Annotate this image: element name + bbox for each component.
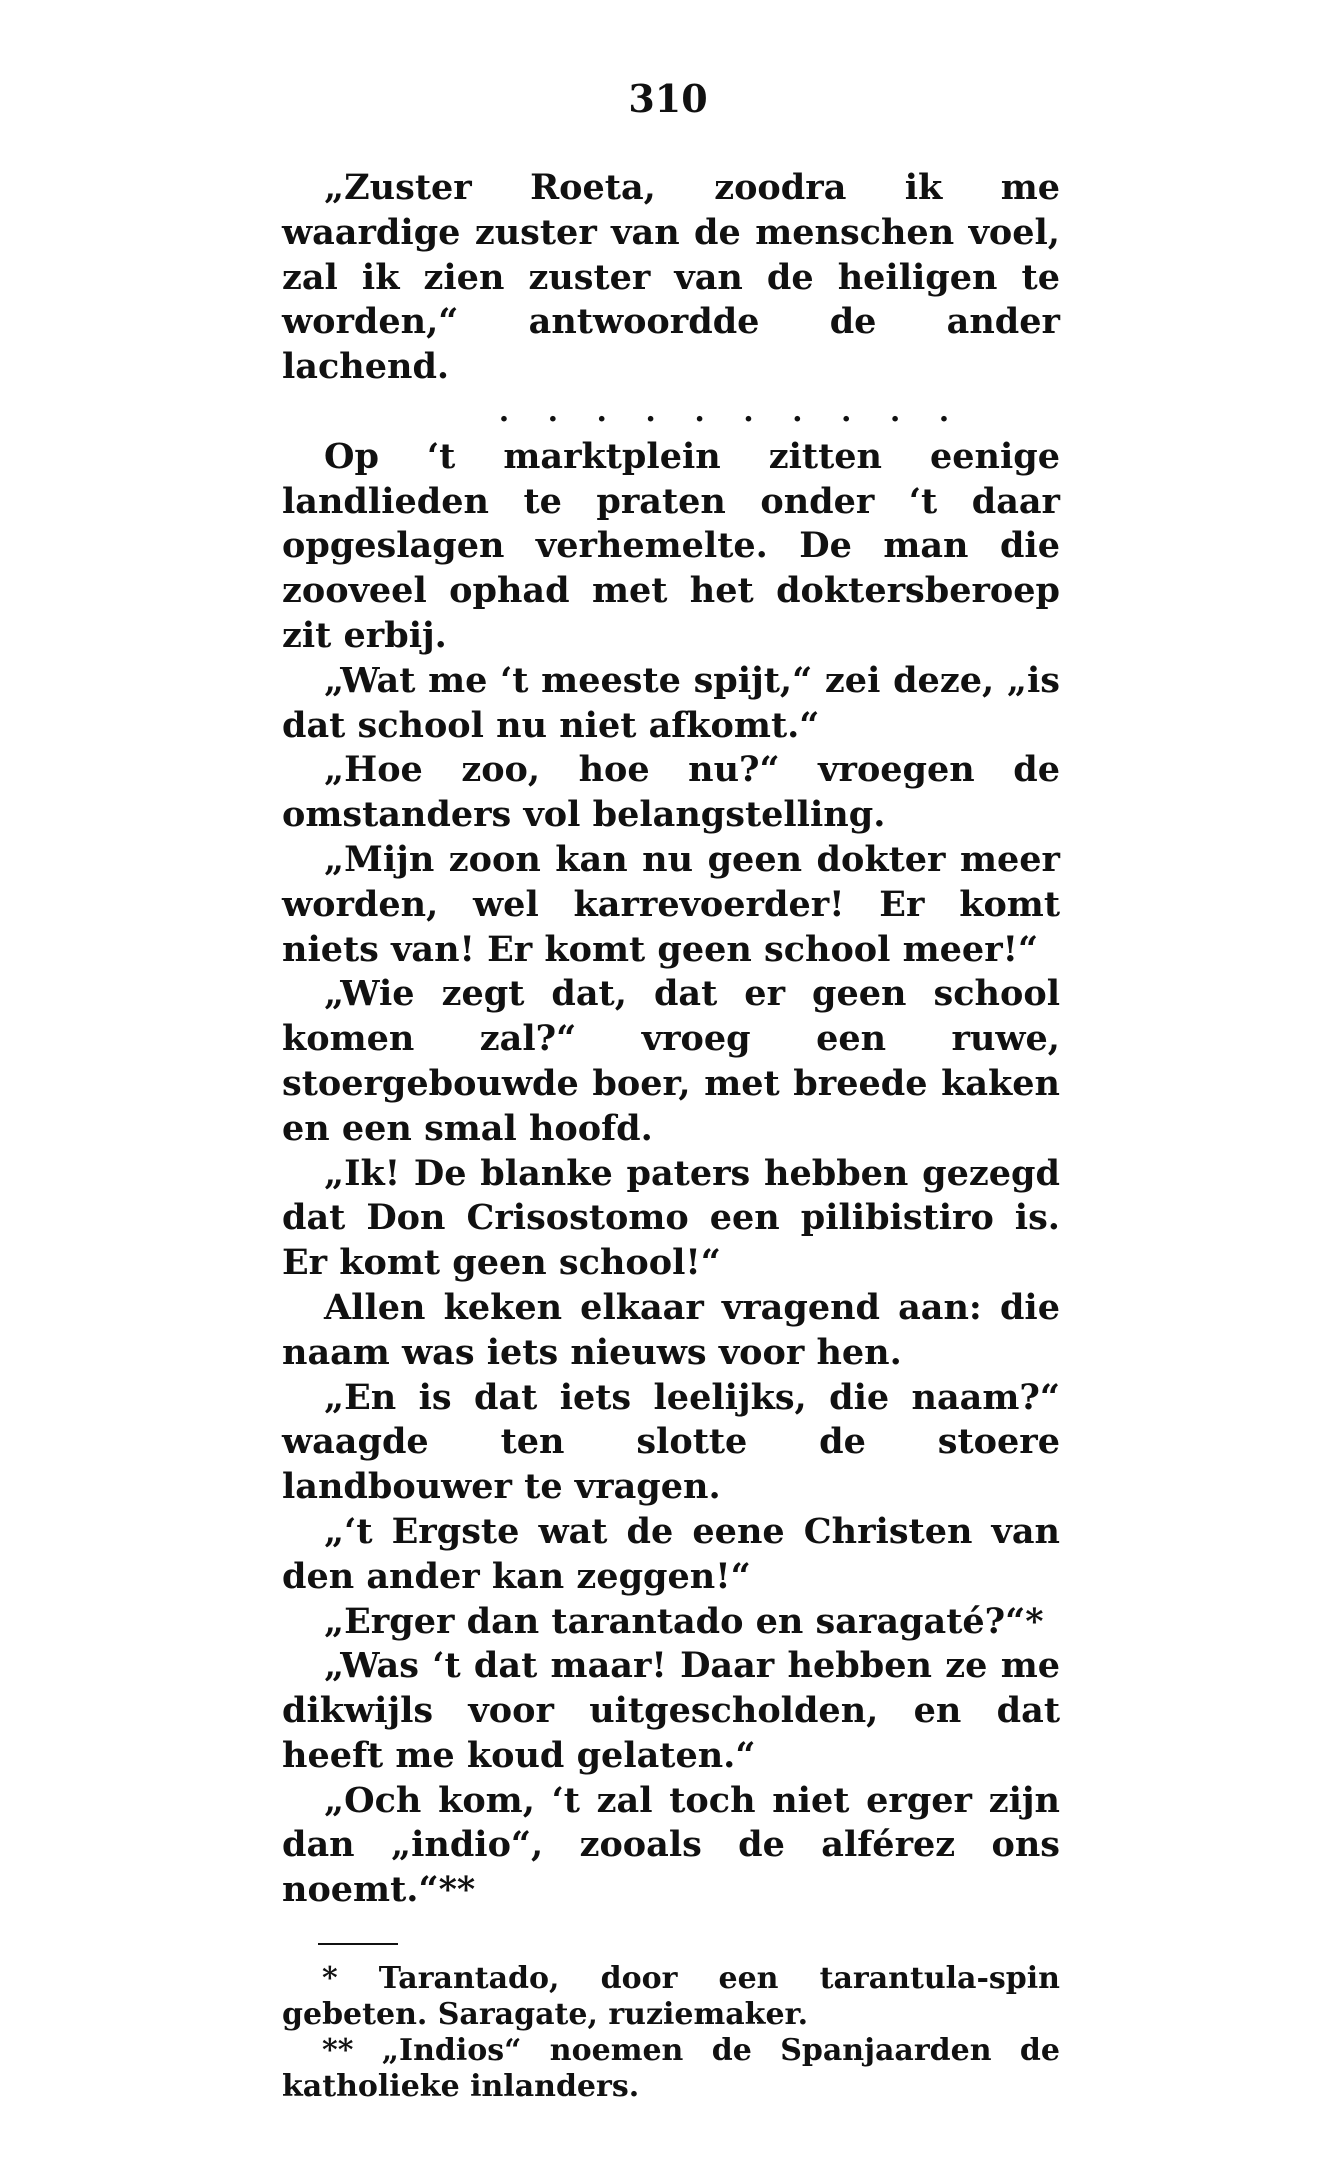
- section-separator: . . . . . . . . . .: [498, 393, 964, 429]
- paragraph-11: „Erger dan tarantado en saragaté?“*: [324, 1600, 1044, 1642]
- footnote-2: ** „Indios“ noemen de Spanjaarden de katholieke inlanders.: [282, 2033, 1060, 2105]
- paragraph-6: „Wie zegt dat, dat er geen school komen zal?“ vroeg een ruwe, stoergebouwde boer, met breede kaken en een smal hoofd.: [282, 973, 1060, 1149]
- paragraph-4: „Hoe zoo, hoe nu?“ vroegen de omstanders vol belangstelling.: [282, 749, 1060, 836]
- paragraph-9: „En is dat iets leelijks, die naam?“ waagde ten slotte de stoere landbouwer te vragen.: [282, 1376, 1060, 1508]
- page-number: 310: [628, 76, 708, 121]
- paragraph-2: Op ‘t marktplein zitten eenige landlieden te praten onder ‘t daar opgeslagen verhemelte. De man die zooveel ophad met het doktersberoep zit erbij.: [282, 435, 1060, 656]
- paragraph-12: „Was ‘t dat maar! Daar hebben ze me dikwijls voor uitgescholden, en dat heeft me koud gelaten.“: [282, 1645, 1060, 1776]
- paragraph-1: „Zuster Roeta, zoodra ik me waardige zuster van de menschen voel, zal ik zien zuster van de heiligen te worden,“ antwoordde de ander lachend.: [282, 167, 1060, 388]
- footnote-rule: [318, 1943, 398, 1945]
- page-body: [282, 166, 1060, 2105]
- paragraph-13: „Och kom, ‘t zal toch niet erger zijn dan „indio“, zooals de alférez ons noemt.“**: [282, 1779, 1060, 1911]
- paragraph-5: „Mijn zoon kan nu geen dokter meer worden, wel karrevoerder! Er komt niets van! Er komt geen school meer!“: [282, 838, 1060, 970]
- paragraph-8: Allen keken elkaar vragend aan: die naam was iets nieuws voor hen.: [282, 1286, 1060, 1373]
- paragraph-7: „Ik! De blanke paters hebben gezegd dat Don Crisostomo een pilibistiro is. Er komt geen school!“: [282, 1152, 1060, 1284]
- paragraph-10: „‘t Ergste wat de eene Christen van den ander kan zeggen!“: [282, 1510, 1060, 1597]
- footnote-1: * Tarantado, door een tarantula-spin gebeten. Saragate, ruziemaker.: [282, 1961, 1060, 2033]
- paragraph-3: „Wat me ‘t meeste spijt,“ zei deze, „is dat school nu niet afkomt.“: [282, 659, 1060, 746]
